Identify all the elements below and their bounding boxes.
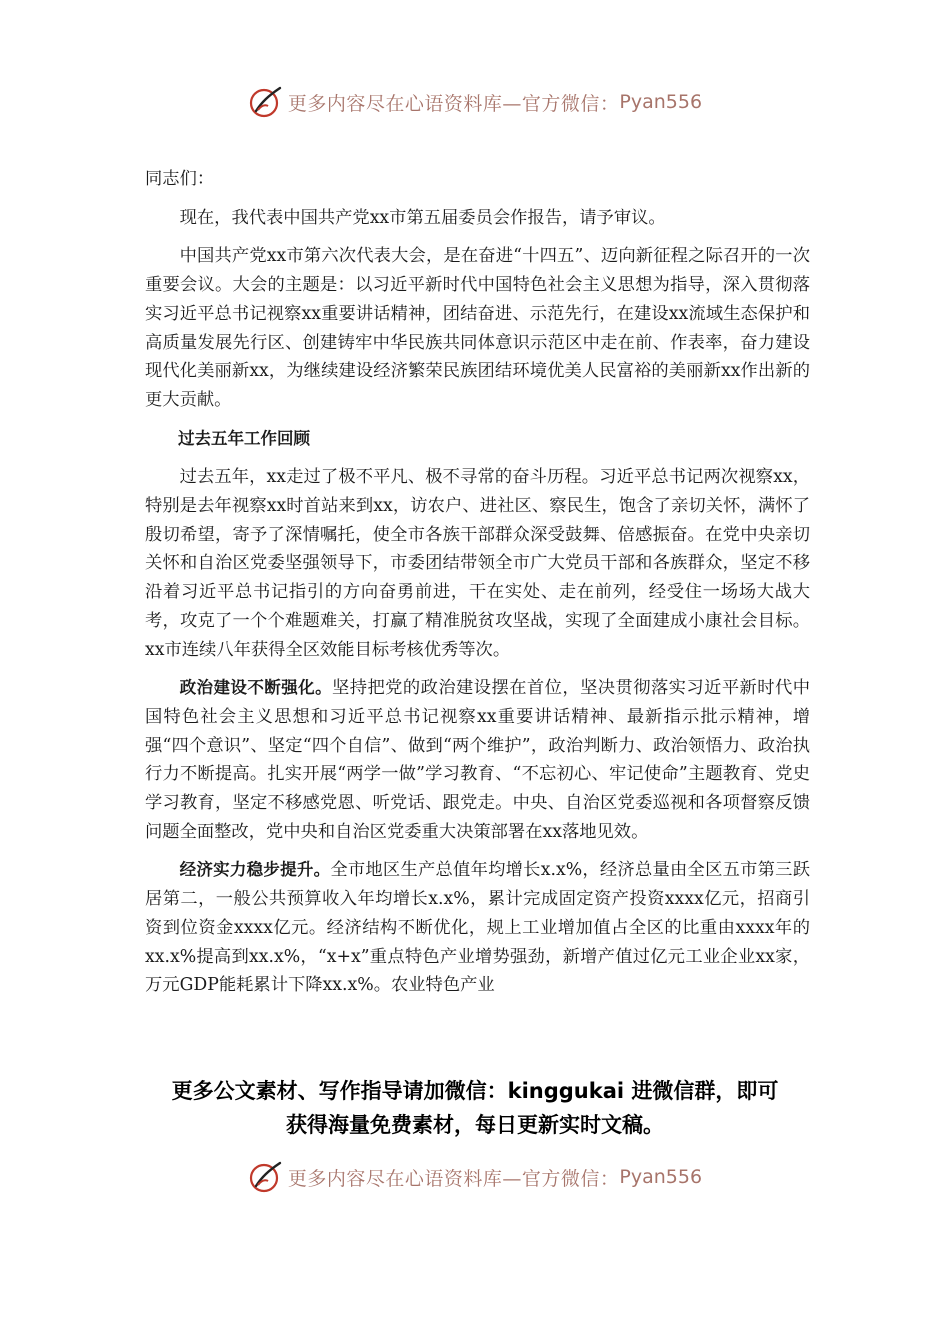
promo-line-2: 获得海量免费素材，每日更新实时文稿。 — [286, 1113, 664, 1137]
banner-wechat-id: Pyan556 — [619, 91, 703, 113]
banner-text: 更多内容尽在心语资料库—官方微信： — [287, 1167, 620, 1190]
document-body — [145, 165, 810, 1010]
promo-line-1: 更多公文素材、写作指导请加微信：kinggukai 进微信群，即可 — [171, 1079, 779, 1103]
paragraph-intro: 现在，我代表中国共产党xx市第五届委员会作报告，请予审议。 — [179, 207, 666, 228]
paragraph-text: 坚持把党的政治建设摆在首位，坚决贯彻落实习近平新时代中国特色社会主义思想和习近平总书记视察xx重要讲话精神、最新指示批示精神，增强“四个意识”、坚定“四个自信”、做到“两个维护”，政治判断力、政治领悟力、政治执行力不断提高。扎实开展“两学一做”学习教育、“不忘初心、牢记使命”主题教育、党史学习教育，坚定不移感党恩、听党话、跟党走。中央、自治区党委巡视和各项督察反馈问题全面整改，党中央和自治区党委重大决策部署在xx落地见效。 — [145, 678, 810, 842]
footer-watermark-banner — [0, 1157, 950, 1197]
paragraph-review: 过去五年，xx走过了极不平凡、极不寻常的奋斗历程。习近平总书记两次视察xx，特别是去年视察xx时首站来到xx，访农户、进社区、察民生，饱含了亲切关怀，满怀了殷切希望，寄予了深情嘱托，使全市各族干部群众深受鼓舞、倍感振奋。在党中央亲切关怀和自治区党委坚强领导下，市委团结带领全市广大党员干部和各族群众，坚定不移沿着习近平总书记指引的方向奋勇前进，干在实处、走在前列，经受住一场场大战大考，攻克了一个个难题难关，打赢了精准脱贫攻坚战，实现了全面建成小康社会目标。xx市连续八年获得全区效能目标考核优秀等次。 — [145, 467, 810, 660]
paragraph-lead: 政治建设不断强化。 — [179, 678, 333, 698]
paragraph-political — [145, 674, 810, 846]
salutation: 同志们： — [145, 169, 215, 189]
banner-wechat-id: Pyan556 — [619, 1166, 703, 1188]
header-watermark-banner — [0, 82, 950, 122]
paragraph-text: 全市地区生产总值年均增长x.x%，经济总量由全区五市第三跃居第二，一般公共预算收入年均增长x.x%，累计完成固定资产投资xxxx亿元，招商引资到位资金xxxx亿元。经济结构不断优化，规上工业增加值占全区的比重由xxxx年的xx.x%提高到xx.x%，“x+x”重点特色产业增势强劲，新增产值过亿元工业企业xx家，万元GDP能耗累计下降xx.x%。农业特色产业 — [145, 860, 810, 996]
paragraph-economy — [145, 856, 810, 1000]
paragraph-lead: 经济实力稳步提升。 — [179, 860, 331, 880]
pen-logo-icon — [248, 1159, 284, 1195]
promo-notice — [0, 1074, 950, 1142]
banner-text: 更多内容尽在心语资料库—官方微信： — [287, 92, 620, 115]
section-heading: 过去五年工作回顾 — [178, 428, 310, 448]
paragraph-theme: 中国共产党xx市第六次代表大会，是在奋进“十四五”、迈向新征程之际召开的一次重要会议。大会的主题是：以习近平新时代中国特色社会主义思想为指导，深入贯彻落实习近平总书记视察xx重要讲话精神，团结奋进、示范先行，在建设xx流域生态保护和高质量发展先行区、创建铸牢中华民族共同体意识示范区中走在前、作表率，奋力建设现代化美丽新xx，为继续建设经济繁荣民族团结环境优美人民富裕的美丽新xx作出新的更大贡献。 — [145, 246, 810, 410]
pen-logo-icon — [248, 84, 284, 120]
